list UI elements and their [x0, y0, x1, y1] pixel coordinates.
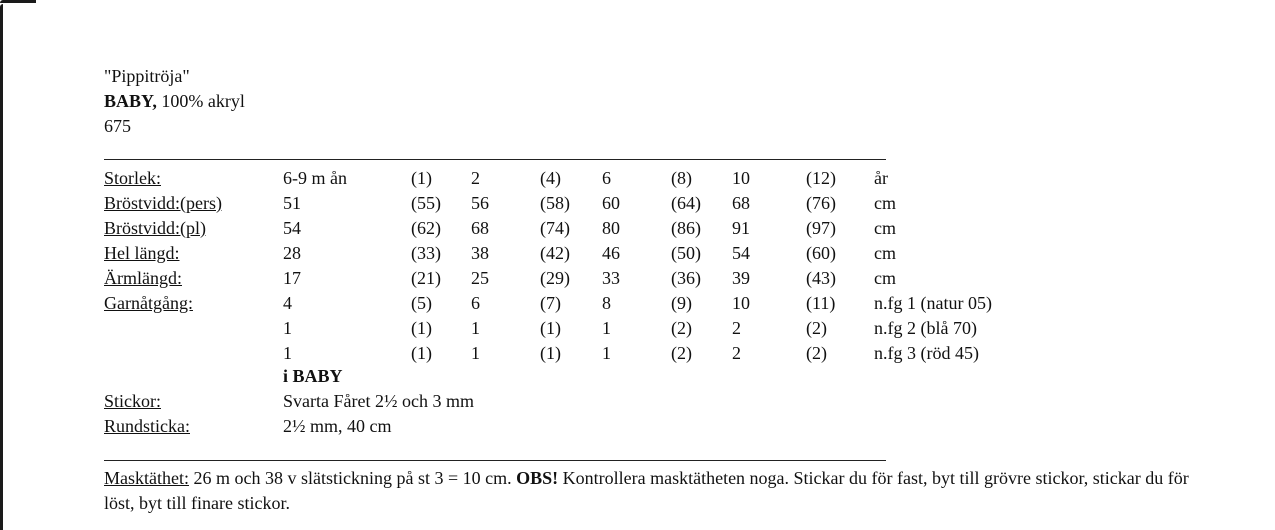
row-cell: (1) [411, 318, 432, 338]
scan-border-top [0, 0, 36, 3]
row-cell: (64) [671, 193, 701, 213]
row-cell: cm [874, 218, 896, 238]
row-cell: (12) [806, 168, 836, 188]
circular-needle-label: Rundsticka: [104, 416, 190, 436]
row-cell: (76) [806, 193, 836, 213]
row-cell: 1 [471, 318, 480, 338]
row-cell: (43) [806, 268, 836, 288]
row-label: Ärmlängd: [104, 268, 182, 288]
row-cell: (2) [806, 318, 827, 338]
gauge-obs: OBS! [516, 468, 559, 488]
row-cell: 10 [732, 293, 750, 313]
row-cell: 2 [732, 318, 741, 338]
row-cell: (8) [671, 168, 692, 188]
row-cell: (1) [540, 318, 561, 338]
row-cell: 10 [732, 168, 750, 188]
row-cell: 1 [283, 343, 292, 363]
row-cell: cm [874, 268, 896, 288]
row-cell: 8 [602, 293, 611, 313]
pattern-number: 675 [104, 116, 131, 136]
pattern-title: "Pippitröja" [104, 66, 190, 86]
row-cell: 51 [283, 193, 301, 213]
row-cell: 1 [602, 343, 611, 363]
row-cell: (58) [540, 193, 570, 213]
row-label: Storlek: [104, 168, 161, 188]
row-cell: 4 [283, 293, 292, 313]
row-cell: 39 [732, 268, 750, 288]
row-cell: 91 [732, 218, 750, 238]
row-cell: (97) [806, 218, 836, 238]
row-cell: 17 [283, 268, 301, 288]
bottom-rule [104, 460, 886, 461]
gauge-label: Masktäthet: [104, 468, 189, 488]
row-cell: (33) [411, 243, 441, 263]
row-cell: (9) [671, 293, 692, 313]
gauge-text-1: 26 m och 38 v slätstickning på st 3 = 10 cm. [188, 468, 517, 488]
row-cell: (1) [411, 168, 432, 188]
yarn-material: 100% akryl [161, 91, 245, 111]
row-cell: 38 [471, 243, 489, 263]
yarn-brand-text: i BABY [283, 366, 343, 386]
row-cell: 1 [602, 318, 611, 338]
gauge-note [104, 466, 1194, 516]
row-cell: 6 [602, 168, 611, 188]
row-cell: (86) [671, 218, 701, 238]
scan-border-left [0, 4, 3, 530]
row-cell: (5) [411, 293, 432, 313]
row-cell: 68 [732, 193, 750, 213]
row-cell: 25 [471, 268, 489, 288]
row-cell: (4) [540, 168, 561, 188]
row-cell: 28 [283, 243, 301, 263]
yarn-brand [283, 365, 343, 387]
row-cell: 54 [732, 243, 750, 263]
top-rule [104, 159, 886, 160]
row-cell: (36) [671, 268, 701, 288]
row-cell: 1 [283, 318, 292, 338]
row-label: Bröstvidd:(pl) [104, 218, 206, 238]
pattern-header [104, 64, 245, 139]
row-cell: 68 [471, 218, 489, 238]
row-cell: (50) [671, 243, 701, 263]
yarn-name: BABY, [104, 91, 157, 111]
row-cell: 46 [602, 243, 620, 263]
row-cell: n.fg 1 (natur 05) [874, 293, 992, 313]
circular-needle-value: 2½ mm, 40 cm [283, 416, 392, 436]
row-cell: n.fg 2 (blå 70) [874, 318, 977, 338]
needles-value: Svarta Fåret 2½ och 3 mm [283, 391, 474, 411]
scan-border [0, 0, 36, 530]
row-cell: (2) [671, 343, 692, 363]
row-cell: 2 [471, 168, 480, 188]
row-cell: 6-9 m ån [283, 168, 347, 188]
row-cell: (42) [540, 243, 570, 263]
row-cell: (1) [540, 343, 561, 363]
row-cell: 6 [471, 293, 480, 313]
row-cell: (2) [806, 343, 827, 363]
row-cell: cm [874, 193, 896, 213]
row-cell: (11) [806, 293, 836, 313]
row-cell: (1) [411, 343, 432, 363]
row-cell: 56 [471, 193, 489, 213]
gauge-text-2: Kontrollera masktätheten noga. Stickar du för fast, byt till grövre stickor, stickar du för löst, byt till finare stickor. [104, 468, 1189, 513]
row-label: Hel längd: [104, 243, 180, 263]
row-cell: 60 [602, 193, 620, 213]
row-cell: 54 [283, 218, 301, 238]
row-cell: 80 [602, 218, 620, 238]
row-cell: 2 [732, 343, 741, 363]
needles-label: Stickor: [104, 391, 161, 411]
row-cell: (21) [411, 268, 441, 288]
row-cell: (29) [540, 268, 570, 288]
row-cell: (7) [540, 293, 561, 313]
row-label: Bröstvidd:(pers) [104, 193, 222, 213]
row-cell: (55) [411, 193, 441, 213]
row-label: Garnåtgång: [104, 293, 193, 313]
yarn-line [104, 89, 245, 114]
row-cell: (62) [411, 218, 441, 238]
row-cell: (74) [540, 218, 570, 238]
row-cell: (60) [806, 243, 836, 263]
row-cell: 1 [471, 343, 480, 363]
row-cell: (2) [671, 318, 692, 338]
row-cell: 33 [602, 268, 620, 288]
row-cell: cm [874, 243, 896, 263]
row-cell: n.fg 3 (röd 45) [874, 343, 979, 363]
row-cell: år [874, 168, 888, 188]
